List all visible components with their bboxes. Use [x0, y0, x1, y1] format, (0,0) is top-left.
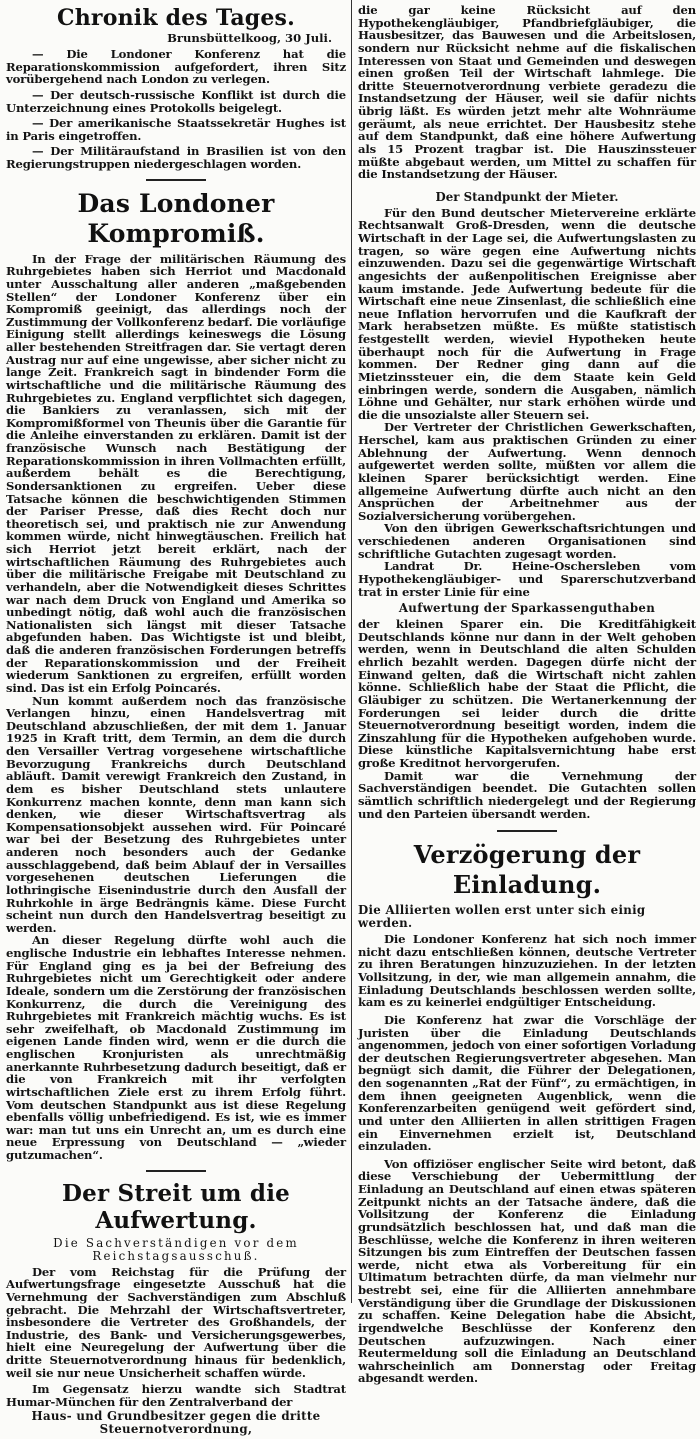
paragraph: An dieser Regelung dürfte wohl auch die englische Industrie ein lebhaftes Interesse nehmen. Für England ging es ja bei der Befreiung des Ruhrgebietes nicht um Gerechtigkeit oder andere Ideale, sondern um die Zerstörung der französischen Konkurrenz, die durch die Vereinigung des Ruhrgebietes mit Frankreich mächtig wuchs. Es ist sehr zweifelhaft, ob Macdonald Zustimmung im eigenen Lande finden wird, wenn er die durch die englischen Kronjuristen als unrechtmäßig anerkannte Ruhrbesetzung dadurch beseitigt, daß er die von Frankreich mit ihr verfolgten wirtschaftlichen Ziele erst zu ihrem Erfolg führt. Vom deutschen Standpunkt aus ist diese Regelung ebenfalls völlig unbefriedigend. Es ist, wie es immer war: man tut uns ein Unrecht an, um es durch eine neue Erpressung von Deutschland — „wieder gutzumachen“.: [6, 933, 346, 1162]
sparkassen-body: [358, 618, 696, 820]
news-item: — Der Militäraufstand in Brasilien ist von den Regierungstruppen niedergeschlagen worden.: [6, 144, 346, 171]
chronik-title: Chronik des Tages.: [57, 5, 295, 31]
article-subtitle-aufwertung: Die Sachverständigen vor dem Reichstagsausschuß.: [53, 1235, 299, 1263]
mieter-body: [358, 207, 696, 598]
paragraph: In der Frage der militärischen Räumung des Ruhrgebietes haben sich Herriot und Macdonald unter Ausschaltung aller anderen „maßgebenden Stellen“ der Londoner Konferenz über ein Kompromiß geeinigt, das allerdings noch der Zustimmung der Vollkonferenz bedarf. Die vorläufige Einigung stellt allerdings keineswegs die Lösung aller bestehenden Streitfragen dar. Sie vertagt deren Austrag nur auf eine ungewisse, aber sicher nicht zu lange Zeit. Frankreich sagt in bindender Form die wirtschaftliche und die militärische Räumung des Ruhrgebietes zu. England verpflichtet sich dagegen, die Bankiers zu veranlassen, sich mit der Kompromißformel von Theunis über die Garantie für die Anleihe einverstanden zu erklären. Damit ist der französische Wunsch nach Bestätigung der Reparationskommission in ihren Vollmachten erfüllt, außerdem behält es die Berechtigung, Sondersanktionen zu ergreifen. Ueber diese Tatsache können die beschwichtigenden Stimmen der Pariser Presse, daß dies Recht doch nur theoretisch sei, und praktisch nie zur Anwendung kommen würde, nicht hinwegtäuschen. Freilich hat sich Herriot jetzt bereit erklärt, nach der wirtschaftlichen Räumung des Ruhrgebietes auch über die militärische Freigabe mit Deutschland zu verhandeln, aber die Notwendigkeit dieses Schrittes war nach dem Druck von England und Amerika so unbedingt nötig, daß wohl auch die französischen Nationalisten sich längst mit dieser Tatsache abgefunden haben. Das Wichtigste ist und bleibt, daß die anderen französischen Forderungen betreffs der Reparationskommission und der Freiheit wiederum Sanktionen zu ergreifen, erfüllt worden sind. Das ist ein Erfolg Poincarés.: [6, 251, 346, 695]
mieter-heading: Der Standpunkt der Mieter.: [435, 189, 619, 204]
paragraph: [358, 4, 696, 181]
paragraph: Nun kommt außerdem noch das französische Verlangen hinzu, einen Handelsvertrag mit Deutschland abzuschließen, der mit dem 1. Januar 1925 in Kraft tritt, dem Termin, an dem die durch den Versailler Vertrag vorgesehene wirtschaftliche Bevorzugung Frankreichs durch Deutschland abläuft. Damit verewigt Frankreich den Zustand, in dem es bisher Deutschland stets unlautere Konkurrenz machen konnte, denn man kann sich denken, wie dieser Wirtschaftsvertrag als Kompensationsobjekt aussehen wird. Für Poincaré war bei der Besetzung des Ruhrgebietes unter anderen noch besonders auch der Gedanke ausschlaggebend, daß beim Ablauf der in Versailles vorgesehenen deutschen Lieferungen die lothringische Eisenindustrie durch den Ausfall der Ruhrkohle in ärge Bedrängnis käme. Diese Furcht scheint nun durch den Handelsvertrag beseitigt zu werden.: [6, 693, 346, 935]
continuation-text: die gar keine Rücksicht auf den Hypothekengläubiger, Pfandbriefgläubiger, die Hausbesitzer, das Bauwesen und die Arbeitslosen, sondern nur Rücksicht nehme auf die fiskalischen Interessen von Staat und Gemeinden und deswegen einen großen Teil der Wirtschaft lahmlege. Die dritte Steuernotverordnung verbiete geradezu die Instandsetzung der Häuser, weil sie dafür nichts übrig läßt. Es würden jetzt mehr alte Wohnräume geräumt, als neue errichtet.: [358, 3, 696, 131]
divider-rule: [146, 1170, 206, 1172]
article-title-kompromiss: Das Londoner Kompromiß.: [77, 188, 275, 248]
sparkassen-heading: Aufwertung der Sparkassenguthaben: [398, 601, 656, 616]
news-item: — Die Londoner Konferenz hat die Reparationskommission aufgefordert, ihren Sitz vorübergehend nach London zu verlegen.: [6, 47, 346, 87]
article-body-einladung: [358, 933, 696, 1385]
paragraph: Die Konferenz hat zwar die Vorschläge der Juristen über die Einladung Deutschlands angenommen, jedoch von einer sofortigen Vorladung der deutschen Regierungsvertreter abgesehen. Man begnügt sich damit, die Führer der Delegationen, den sogenannten „Rat der Fünf“, zu ermächtigen, in dem ihnen geeigneten Augenblick, wenn die Konferenzarbeiten genügend weit gefördert sind, und unter den Alliierten in allen strittigen Fragen ein Einvernehmen erzielt ist, Deutschland einzuladen.: [358, 1012, 696, 1154]
article-body-kompromiss: [6, 253, 346, 1162]
aufwertung-continuation: [358, 4, 696, 181]
left-column: [6, 0, 346, 1439]
paragraph: Damit war die Vernehmung der Sachverständigen beendet. Die Gutachten sollen sämtlich schriftlich niedergelegt und der Regierung und den Parteien übersandt werden.: [358, 768, 696, 821]
humar-intro: Im Gegensatz hierzu wandte sich Stadtrat Humar-München für den Zentralverband der: [6, 1382, 346, 1409]
article-title-einladung: Verzögerung der Einladung.: [413, 840, 641, 900]
article-title-aufwertung: Der Streit um die Aufwertung.: [62, 1179, 290, 1234]
paragraph: Die Londoner Konferenz hat sich noch immer nicht dazu entschließen können, deutsche Vertreter zu ihren Beratungen hinzuzuziehen. In der letzten Vollsitzung, in der, wie man allgemein annahm, die Einladung Deutschlands beschlossen werden sollte, kam es zu keinerlei endgültiger Entscheidung.: [358, 932, 696, 1010]
paragraph: Für den Bund deutscher Mietervereine erklärte Rechtsanwalt Groß-Dresden, wenn die deutsche Wirtschaft in der Lage sei, die Aufwertungslasten zu tragen, so wäre gegen eine Aufwertung nichts einzuwenden. Dazu sei die gegenwärtige Wirtschaft angesichts der außenpolitischen Ereignisse aber kaum imstande. Jede Aufwertung bedeute für die Wirtschaft eine neue Zinsenlast, die schließlich eine neue Inflation hervorrufen und die Kaufkraft der Mark herabsetzen müßte. Es müßte statistisch festgestellt werden, wieviel Hypotheken heute überhaupt noch für die Aufwertung in Frage kommen. Der Redner ging dann auf die Mietzinssteuer ein, die dem Staate kein Geld einbringen werde, sondern die Ausgaben, nämlich Löhne und Gehälter, nur stark erhöhen würde und die die unsozialste aller Steuern sei.: [358, 205, 696, 422]
paragraph: der kleinen Sparer ein. Die Kreditfähigkeit Deutschlands könne nur dann in der Welt gehoben werden, wenn in Deutschland die alten Schulden ehrlich bezahlt werden. Dagegen dürfe nicht der Einwand gelten, daß die Wirtschaft nicht zahlen könne. Schließlich habe der Staat die Pflicht, die Gläubiger zu schützen. Die Wertanerkennung der Forderungen sei leider durch die dritte Steuernotverordnung beseitigt worden, indem die Zinszahlung für die Hypotheken aufgehoben wurde. Diese künstliche Kapitalsvernichtung habe erst große Kreditnot hervorgerufen.: [358, 617, 696, 770]
news-item: — Der deutsch-russische Konflikt ist durch die Unterzeichnung eines Protokolls beigelegt.: [6, 87, 346, 115]
paragraph: [6, 1383, 346, 1408]
paragraph: Landrat Dr. Heine-Oschersleben vom Hypothekengläubiger- und Sparerschutzverband trat in erster Linie für eine: [358, 559, 696, 599]
continuation-end-text: Die Hauszinssteuer müßte abgebaut werden, um Mittel zu schaffen für die Instandsetzung der Häuser.: [358, 141, 697, 182]
humar-bold-heading: Haus- und Grundbesitzer gegen die dritte Steuernotverordnung,: [31, 1408, 321, 1436]
dateline: Brunsbüttelkoog, 30 Juli.: [167, 31, 332, 45]
article-body-aufwertung: [6, 1266, 346, 1436]
article-subtitle-einladung: Die Alliierten wollen erst unter sich einig werden.: [358, 903, 646, 931]
continuation-bold-text: Der Hausbesitz stehe auf dem Standpunkt, daß eine höhere Aufwertung als 15 Prozent tragbar ist.: [358, 116, 697, 156]
news-item: — Der amerikanische Staatssekretär Hughes ist in Paris eingetroffen.: [6, 116, 346, 143]
paragraph: Von den übrigen Gewerkschaftsrichtungen und verschiedenen anderen Organisationen sind schriftliche Gutachten zugesagt worden.: [358, 521, 696, 561]
right-column: [358, 0, 696, 1385]
paragraph: Von offiziöser englischer Seite wird betont, daß diese Verschiebung der Uebermittlung der Einladung an Deutschland auf einen etwas späteren Zeitpunkt nichts an der Tatsache ändere, daß die Vollsitzung der Konferenz die Einladung grundsätzlich beschlossen hat, und daß man die Beschlüsse, welche die Konferenz in ihren weiteren Sitzungen bis zum Eintreffen der Deutschen fassen werde, nicht etwa als Vorbereitung für ein Ultimatum betrachten dürfe, da man vielmehr nur bestrebt sei, eine für die Alliierten annehmbare Verständigung über die Grundlage der Diskussionen zu schaffen. Keine Delegation habe die Absicht, irgendwelche Beschlüsse der Konferenz den Deutschen aufzuzwingen. Nach einer Reutermeldung soll die Einladung an Deutschland wahrscheinlich am Donnerstag oder Freitag abgesandt werden.: [358, 1156, 696, 1386]
paragraph: Der vom Reichstag für die Prüfung der Aufwertungsfrage eingesetzte Ausschuß hat die Vernehmung der Sachverständigen zum Abschluß gebracht. Die Mehrzahl der Wirtschaftsvertreter, insbesondere die Vertreter des Großhandels, der Industrie, des Bank- und Versicherungsgewerbes, hielt eine Neuregelung der Aufwertung über die dritte Steuernotverordnung hinaus für bedenklich, weil sie nur neue Unsicherheit schaffen würde.: [6, 1264, 346, 1380]
column-separator: [351, 0, 352, 1303]
divider-rule: [146, 179, 206, 181]
divider-rule: [497, 830, 557, 832]
paragraph: Der Vertreter der Christlichen Gewerkschaften, Herschel, kam aus praktischen Gründen zu einer Ablehnung der Aufwertung. Wenn dennoch aufgewertet werden sollte, müßten vor allem die kleinen Sparer berücksichtigt werden. Eine allgemeine Aufwertung dürfte auch nicht an den Ansprüchen der Arbeitnehmer aus der Sozialversicherung vorübergehen.: [358, 420, 696, 523]
